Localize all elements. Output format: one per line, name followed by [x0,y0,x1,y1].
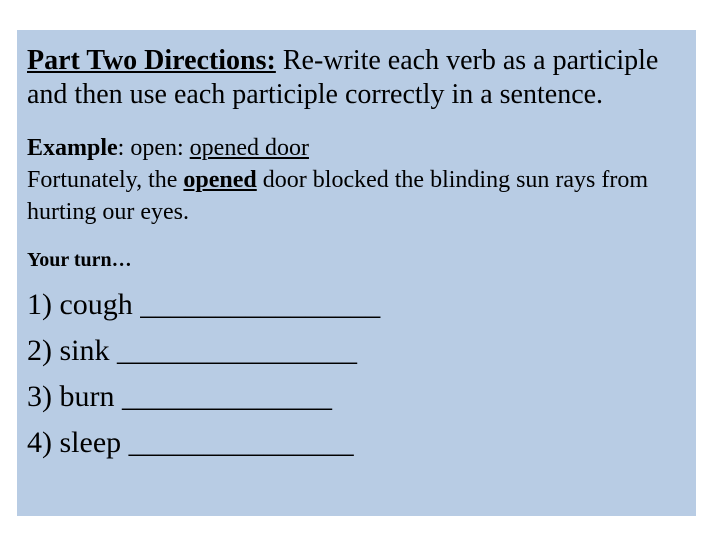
your-turn-heading: Your turn… [27,249,132,271]
directions [27,44,686,112]
example-sentence-start: Fortunately, the [27,167,184,193]
exercise-item-burn: 3) burn ______________ [27,380,332,413]
example-sentence [27,164,686,228]
example-sentence-end: door blocked the blinding sun rays from hurting our eyes. [27,167,649,225]
directions-text: Re-write each verb as a participle and then use each participle correctly in a sentence. [27,45,659,110]
directions-heading: Part Two Directions: [27,45,276,76]
exercise-list [27,282,686,466]
example-answer: opened door [189,135,309,161]
exercise-item-cough: 1) cough ________________ [27,288,381,321]
example-label: Example [27,135,118,161]
example-verb: : open: [117,135,190,161]
exercise-item-sink: 2) sink ________________ [27,334,357,367]
example-line [27,132,686,164]
example-sentence-emphasis: opened [183,167,257,193]
slide-panel [17,30,696,516]
example-block [27,132,686,228]
exercise-item-sleep: 4) sleep _______________ [27,426,354,459]
